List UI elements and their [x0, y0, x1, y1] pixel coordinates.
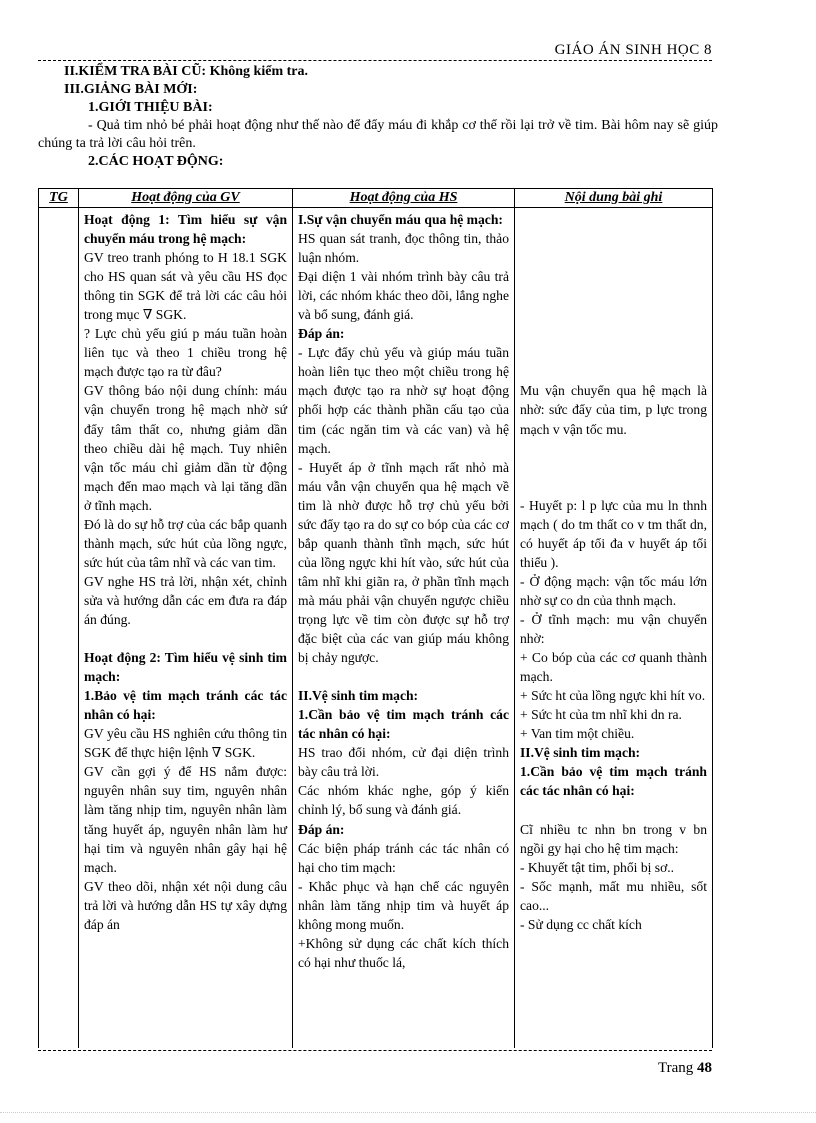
- giang-bai-heading: III.GIẢNG BÀI MỚI:: [64, 82, 198, 97]
- hs-content: [298, 210, 509, 972]
- table-header-row: [39, 189, 713, 208]
- nd-paragraph: [520, 248, 707, 267]
- nd-paragraph: - Sử dụng cc chất kích: [520, 916, 642, 932]
- gv-paragraph: 1.Bảo vệ tim mạch tránh các tác nhân có hại:: [84, 688, 287, 723]
- hs-paragraph: HS trao đổi nhóm, cử đại diện trình bày câu trả lời.: [298, 745, 509, 780]
- nd-paragraph: [520, 286, 707, 305]
- footer-label: Trang: [657, 1060, 694, 1076]
- nd-paragraph: [520, 458, 707, 477]
- kiem-tra-text: II.KIỂM TRA BÀI CŨ: Không kiểm tra.: [64, 64, 308, 79]
- cell-hs: [293, 208, 515, 1049]
- nd-paragraph: - Ở động mạch: vận tốc máu lớn nhờ sự co dn của thnh mạch.: [520, 573, 707, 608]
- nd-paragraph: Mu vận chuyển qua hệ mạch là nhờ: sức đẩy của tim, p lực trong mạch v vận tốc mu.: [520, 383, 707, 437]
- nd-paragraph: + Co bóp của các cơ quanh thành mạch.: [520, 650, 707, 685]
- gv-paragraph: ? Lực chủ yếu giú p máu tuần hoàn liên tục và theo 1 chiều trong hệ mạch được tạo ra từ đâu?: [84, 326, 287, 380]
- cac-hoat-dong-heading: 2.CÁC HOẠT ĐỘNG:: [88, 154, 224, 169]
- nd-paragraph: [520, 210, 707, 229]
- nd-paragraph: + Sức ht của lồng ngực khi hít vo.: [520, 688, 706, 704]
- hs-paragraph: Các biện pháp tránh các tác nhân có hại cho tim mạch:: [298, 840, 509, 875]
- cell-tg: [39, 208, 79, 1049]
- hs-paragraph: Đáp án:: [298, 326, 345, 342]
- nd-paragraph: [520, 477, 707, 496]
- gv-paragraph: GV cần gợi ý để HS nắm được: nguyên nhân suy tim, nguyên nhân làm tăng nhịp tim, nguyên nhân làm tăng huyết áp, nguyên nhân làm hư hại tim và nguyên nhân gây hại hệ mạch.: [84, 764, 287, 875]
- hs-paragraph: - Khắc phục và hạn chế các nguyên nhân làm tăng nhịp tim và huyết áp không mong muốn.: [298, 878, 509, 932]
- hs-paragraph: Các nhóm khác nghe, góp ý kiến chỉnh lý, bổ sung và đánh giá.: [298, 783, 509, 818]
- page-header: [38, 40, 712, 61]
- gv-paragraph: GV yêu cầu HS nghiên cứu thông tin SGK để thực hiện lệnh ∇ SGK.: [84, 726, 287, 761]
- page-footer: [658, 1060, 712, 1077]
- cell-gv: [79, 208, 293, 1049]
- gv-paragraph: [84, 629, 287, 648]
- gv-paragraph: Hoạt động 2: Tìm hiểu vệ sinh tim mạch:: [84, 650, 287, 685]
- lesson-table: [38, 188, 713, 1048]
- nd-paragraph: II.Vệ sinh tim mạch:: [520, 745, 641, 761]
- nd-paragraph: [520, 439, 707, 458]
- hs-paragraph: HS quan sát tranh, đọc thông tin, thảo luận nhóm.: [298, 231, 509, 266]
- hs-paragraph: [298, 667, 509, 686]
- col-noidung: Nội dung bài ghi: [515, 189, 713, 208]
- nd-paragraph: [520, 800, 707, 819]
- hs-paragraph: - Huyết áp ở tĩnh mạch rất nhỏ mà máu vẫn vận chuyển qua hệ mạch về tim là nhờ được hỗ trợ chủ yếu bởi sức đẩy tạo ra do sự co bóp của các cơ bắp quanh thành tĩnh mạch, sức hút của lồng ngực khi hít vào, sức hút của tâm nhĩ khi giãn ra, ở phần tĩnh mạch mà máu phải vận chuyển ngược chiều trọng lực về tim còn được sự hỗ trợ đặc biệt của các van giúp máu không bị chảy ngược.: [298, 459, 509, 666]
- nd-paragraph: - Sốc mạnh, mất mu nhiều, sốt cao...: [520, 878, 707, 913]
- gv-paragraph: Hoạt động 1: Tìm hiểu sự vận chuyển máu trong hệ mạch:: [84, 212, 287, 247]
- page-number: 48: [697, 1060, 712, 1076]
- gv-paragraph: GV thông báo nội dung chính: máu vận chuyển trong hệ mạch nhờ sứ đẩy tâm thất co, nhưng giảm dần theo chiều dài hệ mạch. Tuy nhiên vận tốc máu chỉ giảm dần từ động mạch đến mao mạch và lại tăng dần ở tĩnh mạch.: [84, 383, 287, 513]
- nd-content: [520, 210, 707, 934]
- nd-paragraph: [520, 362, 707, 381]
- nd-paragraph: [520, 267, 707, 286]
- hs-paragraph: II.Vệ sinh tim mạch:: [298, 688, 419, 704]
- nd-paragraph: [520, 229, 707, 248]
- nd-paragraph: - Huyết p: l p lực của mu ln thnh mạch ( do tm thất co v tm thất dn, có huyết áp tối đa v huyết áp tối thiểu ).: [520, 497, 707, 570]
- gv-paragraph: GV treo tranh phóng to H 18.1 SGK cho HS quan sát và yêu cầu HS đọc thông tin SGK để trả lời các câu hỏi trong mục ∇ SGK.: [84, 250, 287, 323]
- gv-paragraph: GV theo dõi, nhận xét nội dung câu trả lời và hướng dẫn HS tự xây dựng đáp án: [84, 878, 287, 932]
- table-row: [39, 208, 713, 1049]
- col-tg: TG: [39, 189, 79, 208]
- gv-content: [84, 210, 287, 934]
- nd-paragraph: 1.Cần bảo vệ tim mạch tránh các tác nhân có hại:: [520, 764, 707, 799]
- page-bottom-divider: [0, 1112, 816, 1113]
- cell-noidung: [515, 208, 713, 1049]
- nd-paragraph: + Sức ht của tm nhĩ khi dn ra.: [520, 707, 682, 723]
- gv-paragraph: Đó là do sự hỗ trợ của các bắp quanh thành mạch, sức hút của lồng ngực, sức hút của tâm nhĩ và các van tim.: [84, 516, 287, 570]
- page-cut-line: [38, 1050, 712, 1051]
- header-title: GIÁO ÁN SINH HỌC 8: [554, 42, 712, 58]
- nd-paragraph: - Khuyết tật tim, phổi bị sơ..: [520, 859, 675, 875]
- nd-paragraph: [520, 305, 707, 324]
- nd-paragraph: [520, 324, 707, 343]
- hs-paragraph: Đại diện 1 vài nhóm trình bày câu trả lời, các nhóm khác theo dõi, lắng nghe và bổ sung, đánh giá.: [298, 269, 509, 323]
- hs-paragraph: - Lực đẩy chủ yếu và giúp máu tuần hoàn liên tục theo một chiều trong hệ mạch được tạo ra nhờ sự hoạt động phối hợp các thành phần cấu tạo của tim (các ngăn tim và các van) và hệ mạch.: [298, 345, 509, 456]
- col-gv: Hoạt động của GV: [79, 189, 293, 208]
- nd-paragraph: + Van tim một chiều.: [520, 726, 635, 742]
- hs-paragraph: +Không sử dụng các chất kích thích có hại như thuốc lá,: [298, 935, 509, 970]
- hs-paragraph: 1.Cần bảo vệ tim mạch tránh các tác nhân có hại:: [298, 707, 509, 742]
- hs-paragraph: Đáp án:: [298, 821, 345, 837]
- nd-paragraph: [520, 343, 707, 362]
- gv-paragraph: GV nghe HS trả lời, nhận xét, chỉnh sửa và hướng dẫn các em đưa ra đáp án đúng.: [84, 573, 287, 627]
- col-hs: Hoạt động của HS: [293, 189, 515, 208]
- kiem-tra-line: [64, 63, 744, 81]
- nd-paragraph: - Ở tĩnh mạch: mu vận chuyển nhờ:: [520, 611, 707, 647]
- nd-paragraph: Cĩ nhiều tc nhn bn trong v bn ngồi gy hại cho hệ tim mạch:: [520, 821, 707, 856]
- gioi-thieu-heading: 1.GIỚI THIỆU BÀI:: [88, 100, 213, 115]
- hs-paragraph: I.Sự vận chuyển máu qua hệ mạch:: [298, 212, 503, 227]
- gioi-thieu-paragraph: - Quả tim nhỏ bé phải hoạt động như thế nào để đẩy máu đi khắp cơ thể rồi lại trở về tim. Bài hôm nay sẽ giúp chúng ta trả lời câu hỏi trên.: [38, 118, 718, 151]
